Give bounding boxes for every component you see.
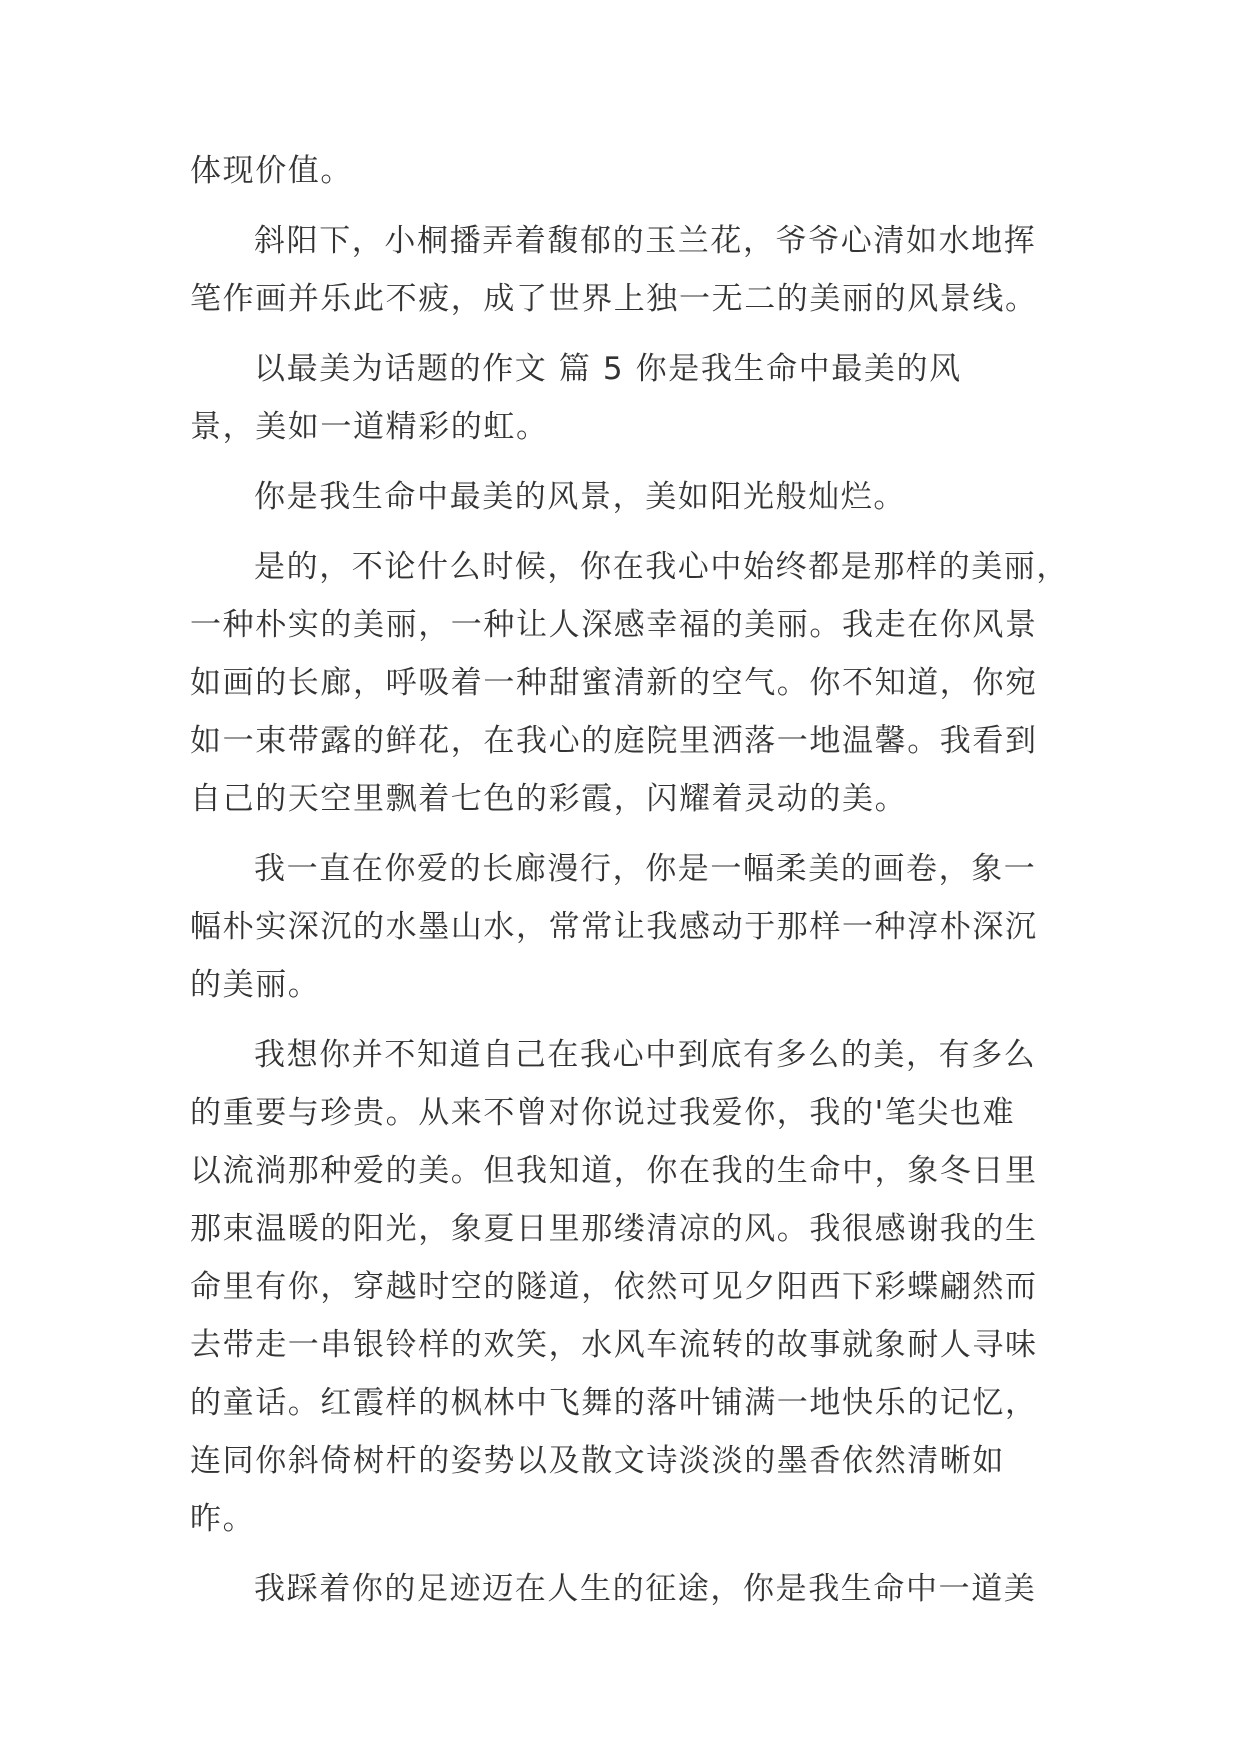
- text-line: 斜阳下，小桐播弄着馥郁的玉兰花，爷爷心清如水地挥: [254, 223, 1037, 259]
- text-line: 的美丽。: [190, 967, 321, 1003]
- text-line: 以流淌那种爱的美。但我知道，你在我的生命中，象冬日里: [190, 1153, 1038, 1189]
- text-line: 你是我生命中最美的风景，美如阳光般灿烂。: [254, 479, 906, 515]
- text-line: 那束温暖的阳光，象夏日里那缕清凉的风。我很感谢我的生: [190, 1211, 1038, 1247]
- text-line: 我踩着你的足迹迈在人生的征途，你是我生命中一道美: [254, 1571, 1037, 1607]
- text-line: 我一直在你爱的长廊漫行，你是一幅柔美的画卷，象一: [254, 851, 1037, 887]
- text-line: 我想你并不知道自己在我心中到底有多么的美，有多么: [254, 1037, 1037, 1073]
- text-line: 体现价值。: [190, 153, 353, 189]
- text-line: 是的，不论什么时候，你在我心中始终都是那样的美丽，: [254, 549, 1069, 585]
- text-line: 以最美为话题的作文 篇 5 你是我生命中最美的风: [254, 351, 962, 387]
- text-line: 笔作画并乐此不疲，成了世界上独一无二的美丽的风景线。: [190, 281, 1038, 317]
- text-line: 景，美如一道精彩的虹。: [190, 409, 549, 445]
- text-line: 如一束带露的鲜花，在我心的庭院里洒落一地温馨。我看到: [190, 723, 1038, 759]
- text-line: 连同你斜倚树杆的姿势以及散文诗淡淡的墨香依然清晰如: [190, 1443, 1005, 1479]
- text-line: 昨。: [190, 1501, 256, 1537]
- text-line: 幅朴实深沉的水墨山水，常常让我感动于那样一种淳朴深沉: [190, 909, 1038, 945]
- text-line: 自己的天空里飘着七色的彩霞，闪耀着灵动的美。: [190, 781, 908, 817]
- text-line: 去带走一串银铃样的欢笑，水风车流转的故事就象耐人寻味: [190, 1327, 1038, 1363]
- text-line: 命里有你，穿越时空的隧道，依然可见夕阳西下彩蝶翩然而: [190, 1269, 1038, 1305]
- article-body: [190, 152, 1069, 1608]
- text-line: 如画的长廊，呼吸着一种甜蜜清新的空气。你不知道，你宛: [190, 665, 1038, 701]
- text-line: 一种朴实的美丽，一种让人深感幸福的美丽。我走在你风景: [190, 607, 1038, 643]
- text-line: 的童话。红霞样的枫林中飞舞的落叶铺满一地快乐的记忆，: [190, 1385, 1038, 1421]
- text-line: 的重要与珍贵。从来不曾对你说过我爱你，我的'笔尖也难: [190, 1095, 1016, 1131]
